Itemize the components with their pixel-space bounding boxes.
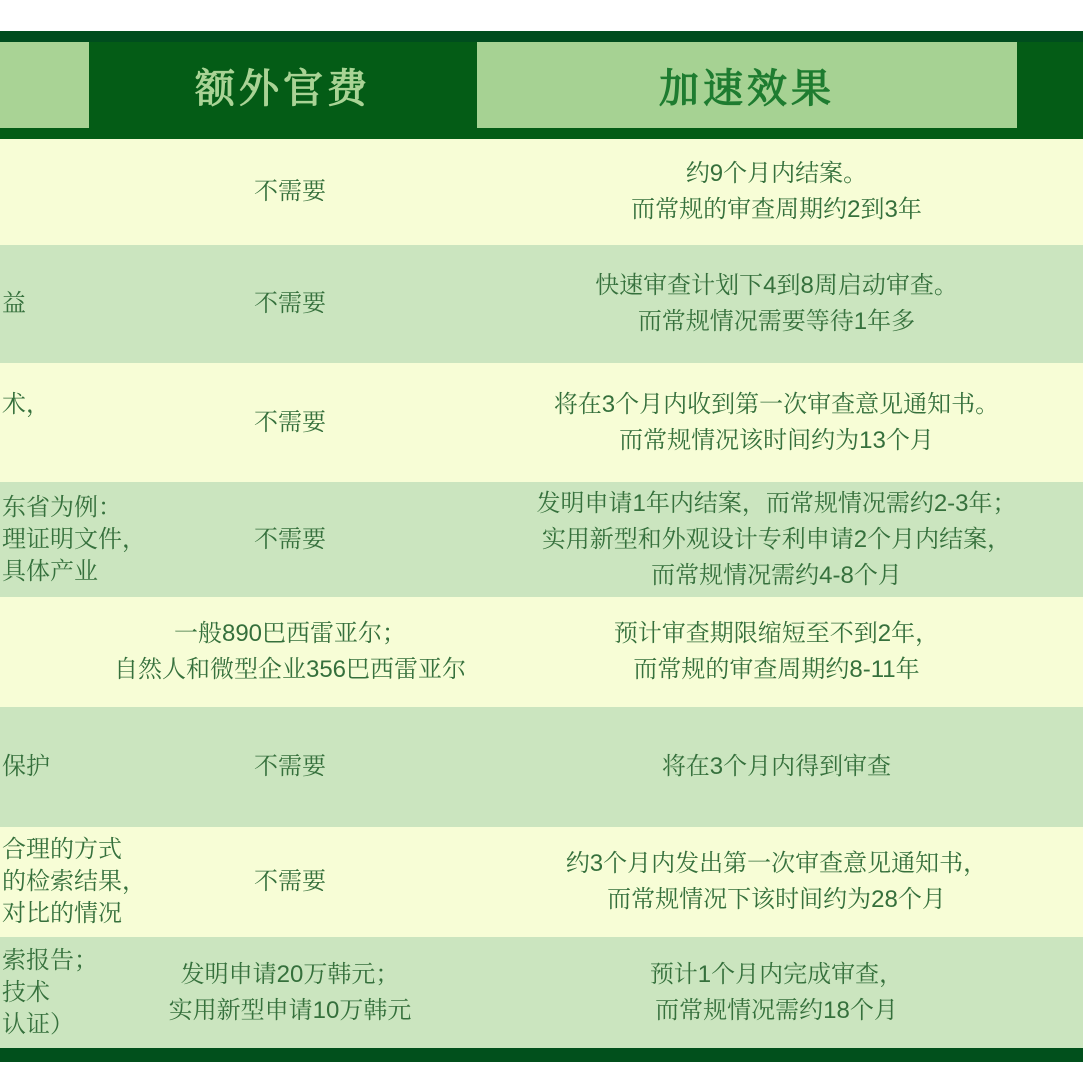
country-fragment-cell [0,707,110,827]
acceleration-effect-cell-line: 预计审查期限缩短至不到2年， [613,620,940,647]
extra-fee-cell-line: 不需要 [254,408,326,436]
extra-fee-cell [110,597,470,707]
country-fragment-cell [0,482,146,597]
country-fragment-cell-line: 认证） [2,1010,74,1038]
country-fragment-cell-line: 东省为例： [2,493,122,521]
acceleration-effect-cell-line: 而常规情况该时间约为13个月 [619,426,934,454]
extra-fee-cell-line: 实用新型申请10万韩元 [168,996,412,1024]
country-fragment-cell-line: 具体产业 [2,557,98,585]
extra-fee-cell [110,937,470,1048]
country-fragment-cell-line: 保护 [2,753,50,780]
country-fragment-cell-line: 索报告； [2,946,98,974]
table-header-band [0,31,1083,139]
acceleration-effect-cell-line: 而常规的审查周期约8-11年 [633,656,920,683]
extra-fee-cell [110,139,470,245]
extra-fee-cell [110,827,470,937]
acceleration-effect-cell-line: 将在3个月内收到第一次审查意见通知书。 [553,390,1000,418]
country-fragment-cell-line: 益 [2,290,26,317]
acceleration-effect-cell-line: 而常规情况需约4-8个月 [651,561,902,589]
extra-fee-cell [110,363,470,482]
country-fragment-cell-line: 理证明文件， [2,525,146,553]
table-row [0,597,1083,707]
extra-fee-cell-line: 不需要 [254,178,326,205]
table-row [0,827,1083,937]
table-row [0,363,1083,482]
acceleration-effect-cell [470,827,1083,937]
acceleration-effect-cell-line: 实用新型和外观设计专利申请2个月内结案， [541,525,1012,553]
acceleration-effect-cell [470,139,1083,245]
country-fragment-cell [0,245,110,363]
country-fragment-cell [0,139,110,245]
acceleration-effect-cell [470,597,1083,707]
acceleration-effect-cell-line: 快速审查计划下4到8周启动审查。 [595,272,958,299]
table-row [0,937,1083,1048]
acceleration-effect-cell-line: 而常规情况需约18个月 [655,996,898,1024]
extra-fee-cell-line: 不需要 [254,525,326,553]
extra-fee-cell [110,245,470,363]
table-bottom-bar [0,1048,1083,1062]
country-fragment-cell [0,827,146,937]
acceleration-effect-cell [470,707,1083,827]
acceleration-effect-cell [470,482,1083,597]
acceleration-effect-cell-line: 而常规情况下该时间约为28个月 [607,886,946,913]
extra-fee-cell-line: 不需要 [254,753,326,780]
extra-fee-cell [110,707,470,827]
header-cell-country-cropped [0,42,89,128]
acceleration-effect-cell-line: 将在3个月内得到审查 [661,753,892,780]
extra-fee-cell-line: 不需要 [254,868,326,895]
country-fragment-cell-line: 的检索结果， [2,868,146,895]
acceleration-effect-cell-line: 而常规情况需要等待1年多 [637,308,916,335]
header-label-acceleration-effect: 加速效果 [477,42,1017,128]
extra-fee-cell-line: 不需要 [254,290,326,317]
table-row [0,482,1083,597]
country-fragment-cell-line: 术， [2,391,50,418]
acceleration-effect-cell-line: 而常规的审查周期约2到3年 [631,196,922,223]
country-fragment-cell-line: 对比的情况 [2,900,122,927]
acceleration-effect-cell [470,245,1083,363]
extra-fee-cell [110,482,470,597]
table-row [0,139,1083,245]
acceleration-effect-cell-line: 发明申请1年内结案，而常规情况需约2-3年； [536,489,1017,517]
table-row [0,707,1083,827]
acceleration-effect-cell-line: 约9个月内结案。 [685,160,868,187]
country-fragment-cell [0,937,110,1048]
acceleration-effect-cell [470,363,1083,482]
country-fragment-cell-line: 合理的方式 [2,836,122,863]
country-fragment-cell [0,363,110,482]
table-row [0,245,1083,363]
extra-fee-cell-line: 自然人和微型企业356巴西雷亚尔 [113,656,467,683]
header-band-top-shade [0,31,1083,42]
acceleration-effect-cell-line: 预计1个月内完成审查， [649,960,904,988]
acceleration-effect-cell [470,937,1083,1048]
extra-fee-cell-line: 一般890巴西雷亚尔； [173,620,407,647]
country-fragment-cell [0,597,110,707]
extra-fee-cell-line: 发明申请20万韩元； [180,960,400,988]
acceleration-effect-cell-line: 约3个月内发出第一次审查意见通知书， [565,850,988,877]
header-label-extra-official-fee: 额外官费 [195,66,371,111]
country-fragment-cell-line: 技术 [2,978,50,1006]
table-rows [0,139,1083,1048]
